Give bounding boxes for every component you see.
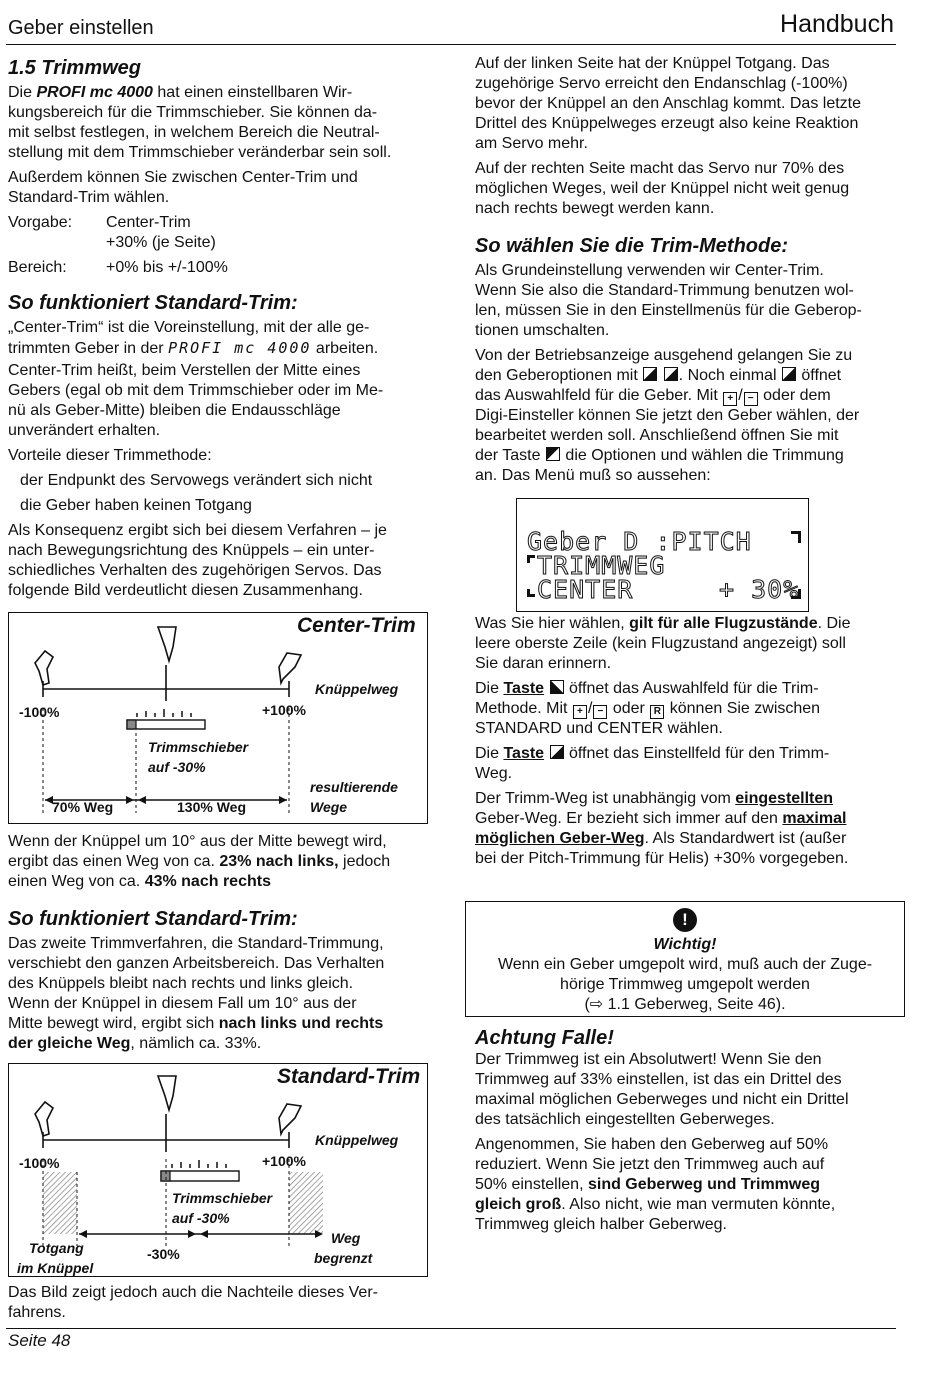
label-begrenzt: begrenzt — [314, 1250, 373, 1266]
section-title-trimmweg: 1.5 Trimmweg — [8, 57, 142, 79]
paragraph-trim-weg-key: Die Taste öffnet das Einstellfeld für den Trimm- Weg. — [475, 745, 830, 782]
paragraph-center-example: Wenn der Knüppel um 10° aus der Mitte bewegt wird, ergibt das einen Weg von ca. 23% nach links, jedoch einen Weg von ca. 43% nach rechts — [8, 833, 391, 890]
advantage-item-2: die Geber haben keinen Totgang — [20, 497, 252, 514]
defaults-table: Vorgabe: Center-Trim +30% (je Seite) Bereich: +0% bis +/-100% — [8, 214, 228, 276]
paragraph-trim-method-key: Die Taste öffnet das Auswahlfeld für die Trim- Methode. Mit + / − oder R können Sie zwischen STANDARD und CENTER wählen. — [475, 680, 821, 737]
paragraph-center-trim-2: Center-Trim heißt, beim Verstellen der Mitte eines Gebers (egal ob mit dem Trimmschieber oder im Me- nü als Geber-Mitte) bleiben die Endausschläge unverändert erhalten. — [8, 362, 384, 439]
important-notice — [465, 901, 905, 1017]
key-down-right-icon — [664, 367, 678, 381]
label-im-knueppel: im Knüppel — [17, 1260, 94, 1276]
paragraph-default-setting: Als Grundeinstellung verwenden wir Center-Trim. Wenn Sie also die Standard-Trimmung benutzen wol- len, müssen Sie in den Einstellmenüs für die Geberop- tionen umschalten. — [475, 262, 862, 339]
lcd-line-1: Geber D :PITCH — [527, 527, 752, 556]
left-column-bottom — [8, 1283, 428, 1323]
paragraph-standard-trim: Das zweite Trimmverfahren, die Standard-Trimmung, verschiebt den ganzen Arbeitsbereich. Das Verhalten des Knüppels bleibt nach rechts und links gleich. Wenn der Knüppel in diesem Fall um 10° aus der Mitte bewegt wird, ergibt sich nach links und rechts der gleiche Weg, nämlich ca. 33%. — [8, 935, 385, 1052]
section-title-standard-trim-1: So funktioniert Standard-Trim: — [8, 292, 298, 314]
paragraph-all-flight-states: Was Sie hier wählen, gilt für alle Flugzustände. Die leere oberste Zeile (kein Flugzustand angezeigt) soll Sie daran erinnern. — [475, 615, 851, 672]
key-r-icon: R — [650, 705, 664, 719]
right-column-bottom — [475, 1026, 900, 1235]
notice-reference: (⇨ 1.1 Geberweg, Seite 46). — [584, 996, 786, 1013]
footer-rule — [6, 1328, 896, 1329]
right-column-middle — [475, 614, 900, 869]
notice-line-2: hörige Trimmweg umgepolt werden — [560, 976, 810, 993]
figure-title-standard-trim: Standard-Trim — [277, 1065, 421, 1088]
left-column-middle — [8, 832, 428, 1054]
key-down-right-icon — [643, 367, 657, 381]
label-minus-30: -30% — [147, 1246, 180, 1262]
label-trimmschieber-2: Trimmschieber — [172, 1190, 273, 1206]
label-totgang: Totgang — [29, 1240, 84, 1256]
label-trimmschieber: Trimmschieber — [148, 739, 249, 755]
label-knueppelweg: Knüppelweg — [315, 681, 399, 697]
lcd-corner-icon — [791, 531, 801, 543]
label-resultierende: resultierende — [310, 779, 398, 795]
label-wege: Wege — [310, 799, 348, 815]
label-130-weg: 130% Weg — [177, 799, 246, 815]
label-trim-value-2: auf -30% — [172, 1210, 230, 1226]
label-knueppelweg-2: Knüppelweg — [315, 1132, 399, 1148]
paragraph-advantages: Vorteile dieser Trimmethode: — [8, 447, 212, 464]
paragraph-consequence: Als Konsequenz ergibt sich bei diesem Verfahren – je nach Bewegungsrichtung des Knüppels – ein unter- schiedliches Verhalten des zugehörigen Servos. Das folgende Bild verdeutlicht diesen Zusammenhang. — [8, 522, 387, 599]
stick-center-icon — [158, 627, 176, 661]
lcd-corner-icon — [527, 589, 535, 597]
paragraph-right-side: Auf der rechten Seite macht das Servo nur 70% des möglichen Weges, weil der Knüppel nicht weit genug nach rechts bewegt werden kann. — [475, 160, 850, 217]
paragraph-disadvantages: Das Bild zeigt jedoch auch die Nachteile dieses Ver- fahrens. — [8, 1284, 378, 1321]
lcd-corner-icon — [791, 589, 801, 599]
section-title-standard-trim-2: So funktioniert Standard-Trim: — [8, 908, 298, 930]
header-section-title: Geber einstellen — [8, 17, 154, 39]
left-column — [8, 56, 428, 601]
label-plus-100-2: +100% — [262, 1153, 306, 1169]
figure-title-center-trim: Center-Trim — [297, 614, 416, 637]
key-plus-icon: + — [573, 705, 587, 719]
paragraph-left-side: Auf der linken Seite hat der Knüppel Totgang. Das zugehörige Servo erreicht den Endanschlag (-100%) bevor der Knüppel an den Anschlag kommt. Das letzte Drittel des Knüppelweges erzeugt also keine Reaktion am Servo mehr. — [475, 55, 861, 152]
key-plus-icon: + — [723, 392, 737, 406]
notice-line-1: Wenn ein Geber umgepolt wird, muß auch der Zuge- — [497, 956, 873, 973]
figure-standard-trim — [8, 1063, 428, 1277]
paragraph-center-trim: „Center-Trim“ ist die Voreinstellung, mit der alle ge- trimmten Geber in der PROFI mc 4000 arbeiten. — [8, 319, 379, 357]
lcd-menu-display — [516, 498, 809, 612]
label-minus-100-2: -100% — [19, 1155, 60, 1171]
lcd-line-2: TRIMMWEG — [537, 551, 666, 580]
key-down-right-icon — [782, 367, 796, 381]
figure-center-trim — [8, 612, 428, 824]
lcd-corner-icon — [527, 555, 535, 563]
right-column-top — [475, 54, 900, 486]
label-weg: Weg — [331, 1230, 361, 1246]
key-down-left-icon — [550, 680, 564, 694]
notice-title: Wichtig! — [653, 936, 717, 953]
label-plus-100: +100% — [262, 702, 306, 718]
stick-center-icon-2 — [158, 1076, 176, 1110]
key-minus-icon: − — [593, 705, 607, 719]
section-title-trim-method: So wählen Sie die Trim-Methode: — [475, 235, 789, 257]
header-manual-title: Handbuch — [780, 10, 894, 38]
header-rule — [6, 44, 896, 45]
stick-right-icon-2 — [279, 1104, 301, 1134]
label-minus-100: -100% — [19, 704, 60, 720]
stick-right-icon — [279, 653, 301, 683]
lcd-line-3-percent: + 30% — [719, 575, 800, 604]
label-70-weg: 70% Weg — [52, 799, 114, 815]
paragraph-absolute-value: Der Trimmweg ist ein Absolutwert! Wenn Sie den Trimmweg auf 33% einstellen, ist das ein Drittel des maximal möglichen Geberweges und nicht ein Drittel des tatsächlich eingestellten Geberweges. — [475, 1051, 849, 1128]
lcd-line-3-value: CENTER — [537, 575, 634, 604]
stick-left-icon-2 — [35, 1102, 53, 1136]
exclamation-icon: ! — [673, 908, 697, 932]
key-up-left-icon — [550, 745, 564, 759]
key-minus-icon: − — [744, 392, 758, 406]
section-title-achtung-falle: Achtung Falle! — [475, 1027, 614, 1049]
advantage-item-1: der Endpunkt des Servowegs verändert sich nicht — [20, 472, 373, 489]
label-trim-value: auf -30% — [148, 759, 206, 775]
paragraph-trim-choice: Außerdem können Sie zwischen Center-Trim und Standard-Trim wählen. — [8, 169, 358, 206]
paragraph-absolute-trim: Der Trimm-Weg ist unabhängig vom eingestellten Geber-Weg. Er bezieht sich immer auf den maximal möglichen Geber-Weg. Als Standardwert ist (außer bei der Pitch-Trimmung für Helis) +30% vorgegeben. — [475, 790, 849, 867]
page-number: Seite 48 — [8, 1331, 71, 1350]
paragraph-example-50: Angenommen, Sie haben den Geberweg auf 50% reduziert. Wenn Sie jetzt den Trimmweg auch auf 50% einstellen, sind Geberweg und Trimmweg gleich groß. Also nicht, wie man vermuten könnte, Trimmweg gleich halber Geberweg. — [475, 1136, 836, 1233]
key-up-right-icon — [546, 447, 560, 461]
stick-left-icon — [35, 651, 53, 685]
paragraph-navigation: Von der Betriebsanzeige ausgehend gelangen Sie zu den Geberoptionen mit . Noch einmal öffnet das Auswahlfeld für die Geber. Mit + / − oder dem Digi-Einsteller können Sie jetzt den Geber wählen, der bearbeitet werden soll. Anschließend öffnen Sie mit der Taste die Optionen und wählen die Trimmung an. Das Menü muß so aussehen: — [475, 347, 860, 484]
paragraph-intro: Die PROFI mc 4000 hat einen einstellbaren Wir- kungsbereich für die Trimmschieber. Sie können da- mit selbst festlegen, in welchem Bereich die Neutral- stellung mit dem Trimmschieber veränderbar sein soll. — [8, 84, 392, 161]
